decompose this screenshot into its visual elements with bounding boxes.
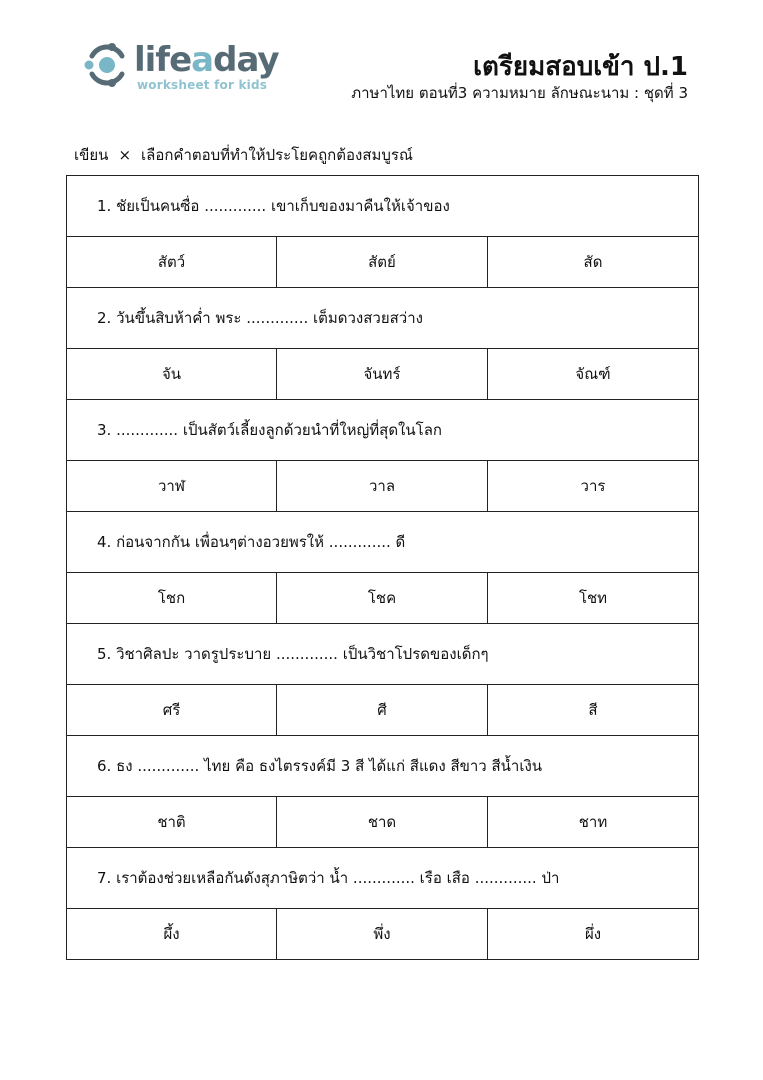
answer-option[interactable]: สัตย์ — [277, 237, 488, 288]
answer-option[interactable]: ชาด — [277, 797, 488, 848]
answer-option[interactable]: จัน — [67, 349, 277, 400]
question-row-4 — [67, 512, 699, 573]
instruction-prefix: เขียน — [74, 146, 109, 164]
answer-option[interactable]: วาฬ — [67, 461, 277, 512]
instruction — [74, 143, 413, 167]
instruction-text: เลือกคำตอบที่ทำให้ประโยคถูกต้องสมบูรณ์ — [141, 146, 413, 164]
answer-option[interactable]: ชาท — [488, 797, 699, 848]
question-text: 6. ธง ............. ไทย คือ ธงไตรรงค์มี 3 สี ได้แก่ สีแดง สีขาว สีน้ำเงิน — [67, 736, 699, 797]
answer-option[interactable]: ผึ้ง — [67, 909, 277, 960]
answer-option[interactable]: จัณฑ์ — [488, 349, 699, 400]
logo — [82, 38, 282, 98]
answer-row-3 — [67, 461, 699, 512]
cross-mark-icon: × — [118, 146, 132, 164]
answer-option[interactable]: จันทร์ — [277, 349, 488, 400]
page-subtitle: ภาษาไทย ตอนที่3 ความหมาย ลักษณะนาม : ชุดที่ 3 — [351, 84, 688, 102]
logo-mark-icon — [82, 40, 132, 90]
answer-option[interactable]: วาร — [488, 461, 699, 512]
answer-row-2 — [67, 349, 699, 400]
answer-row-5 — [67, 685, 699, 736]
answer-row-6 — [67, 797, 699, 848]
answer-option[interactable]: โชท — [488, 573, 699, 624]
worksheet-table — [66, 175, 699, 960]
page-title: เตรียมสอบเข้า ป.1 — [473, 52, 688, 82]
logo-wordmark: lifeaday — [134, 40, 279, 80]
question-row-5 — [67, 624, 699, 685]
answer-option[interactable]: สัตว์ — [67, 237, 277, 288]
answer-option[interactable]: พึ่ง — [277, 909, 488, 960]
question-row-6 — [67, 736, 699, 797]
question-text: 7. เราต้องช่วยเหลือกันดังสุภาษิตว่า น้ำ ............. เรือ เสือ ............. ป่า — [67, 848, 699, 909]
answer-option[interactable]: โชค — [277, 573, 488, 624]
question-row-3 — [67, 400, 699, 461]
answer-row-1 — [67, 237, 699, 288]
answer-row-7 — [67, 909, 699, 960]
answer-option[interactable]: ชาติ — [67, 797, 277, 848]
answer-option[interactable]: วาล — [277, 461, 488, 512]
answer-option[interactable]: ศรี — [67, 685, 277, 736]
answer-row-4 — [67, 573, 699, 624]
question-text: 2. วันขึ้นสิบห้าค่ำ พระ ............. เต็มดวงสวยสว่าง — [67, 288, 699, 349]
question-text: 5. วิชาศิลปะ วาดรูประบาย ............. เป็นวิชาโปรดของเด็กๆ — [67, 624, 699, 685]
question-row-2 — [67, 288, 699, 349]
answer-option[interactable]: สี — [488, 685, 699, 736]
answer-option[interactable]: สัด — [488, 237, 699, 288]
question-text: 4. ก่อนจากกัน เพื่อนๆต่างอวยพรให้ ............. ดี — [67, 512, 699, 573]
answer-option[interactable]: ผึ่ง — [488, 909, 699, 960]
answer-option[interactable]: ศี — [277, 685, 488, 736]
question-row-7 — [67, 848, 699, 909]
question-row-1 — [67, 176, 699, 237]
question-text: 3. ............. เป็นสัตว์เลี้ยงลูกด้วยนำที่ใหญ่ที่สุดในโลก — [67, 400, 699, 461]
answer-option[interactable]: โชก — [67, 573, 277, 624]
logo-tagline: worksheet for kids — [137, 78, 268, 92]
question-text: 1. ชัยเป็นคนซื่อ ............. เขาเก็บของมาคืนให้เจ้าของ — [67, 176, 699, 237]
